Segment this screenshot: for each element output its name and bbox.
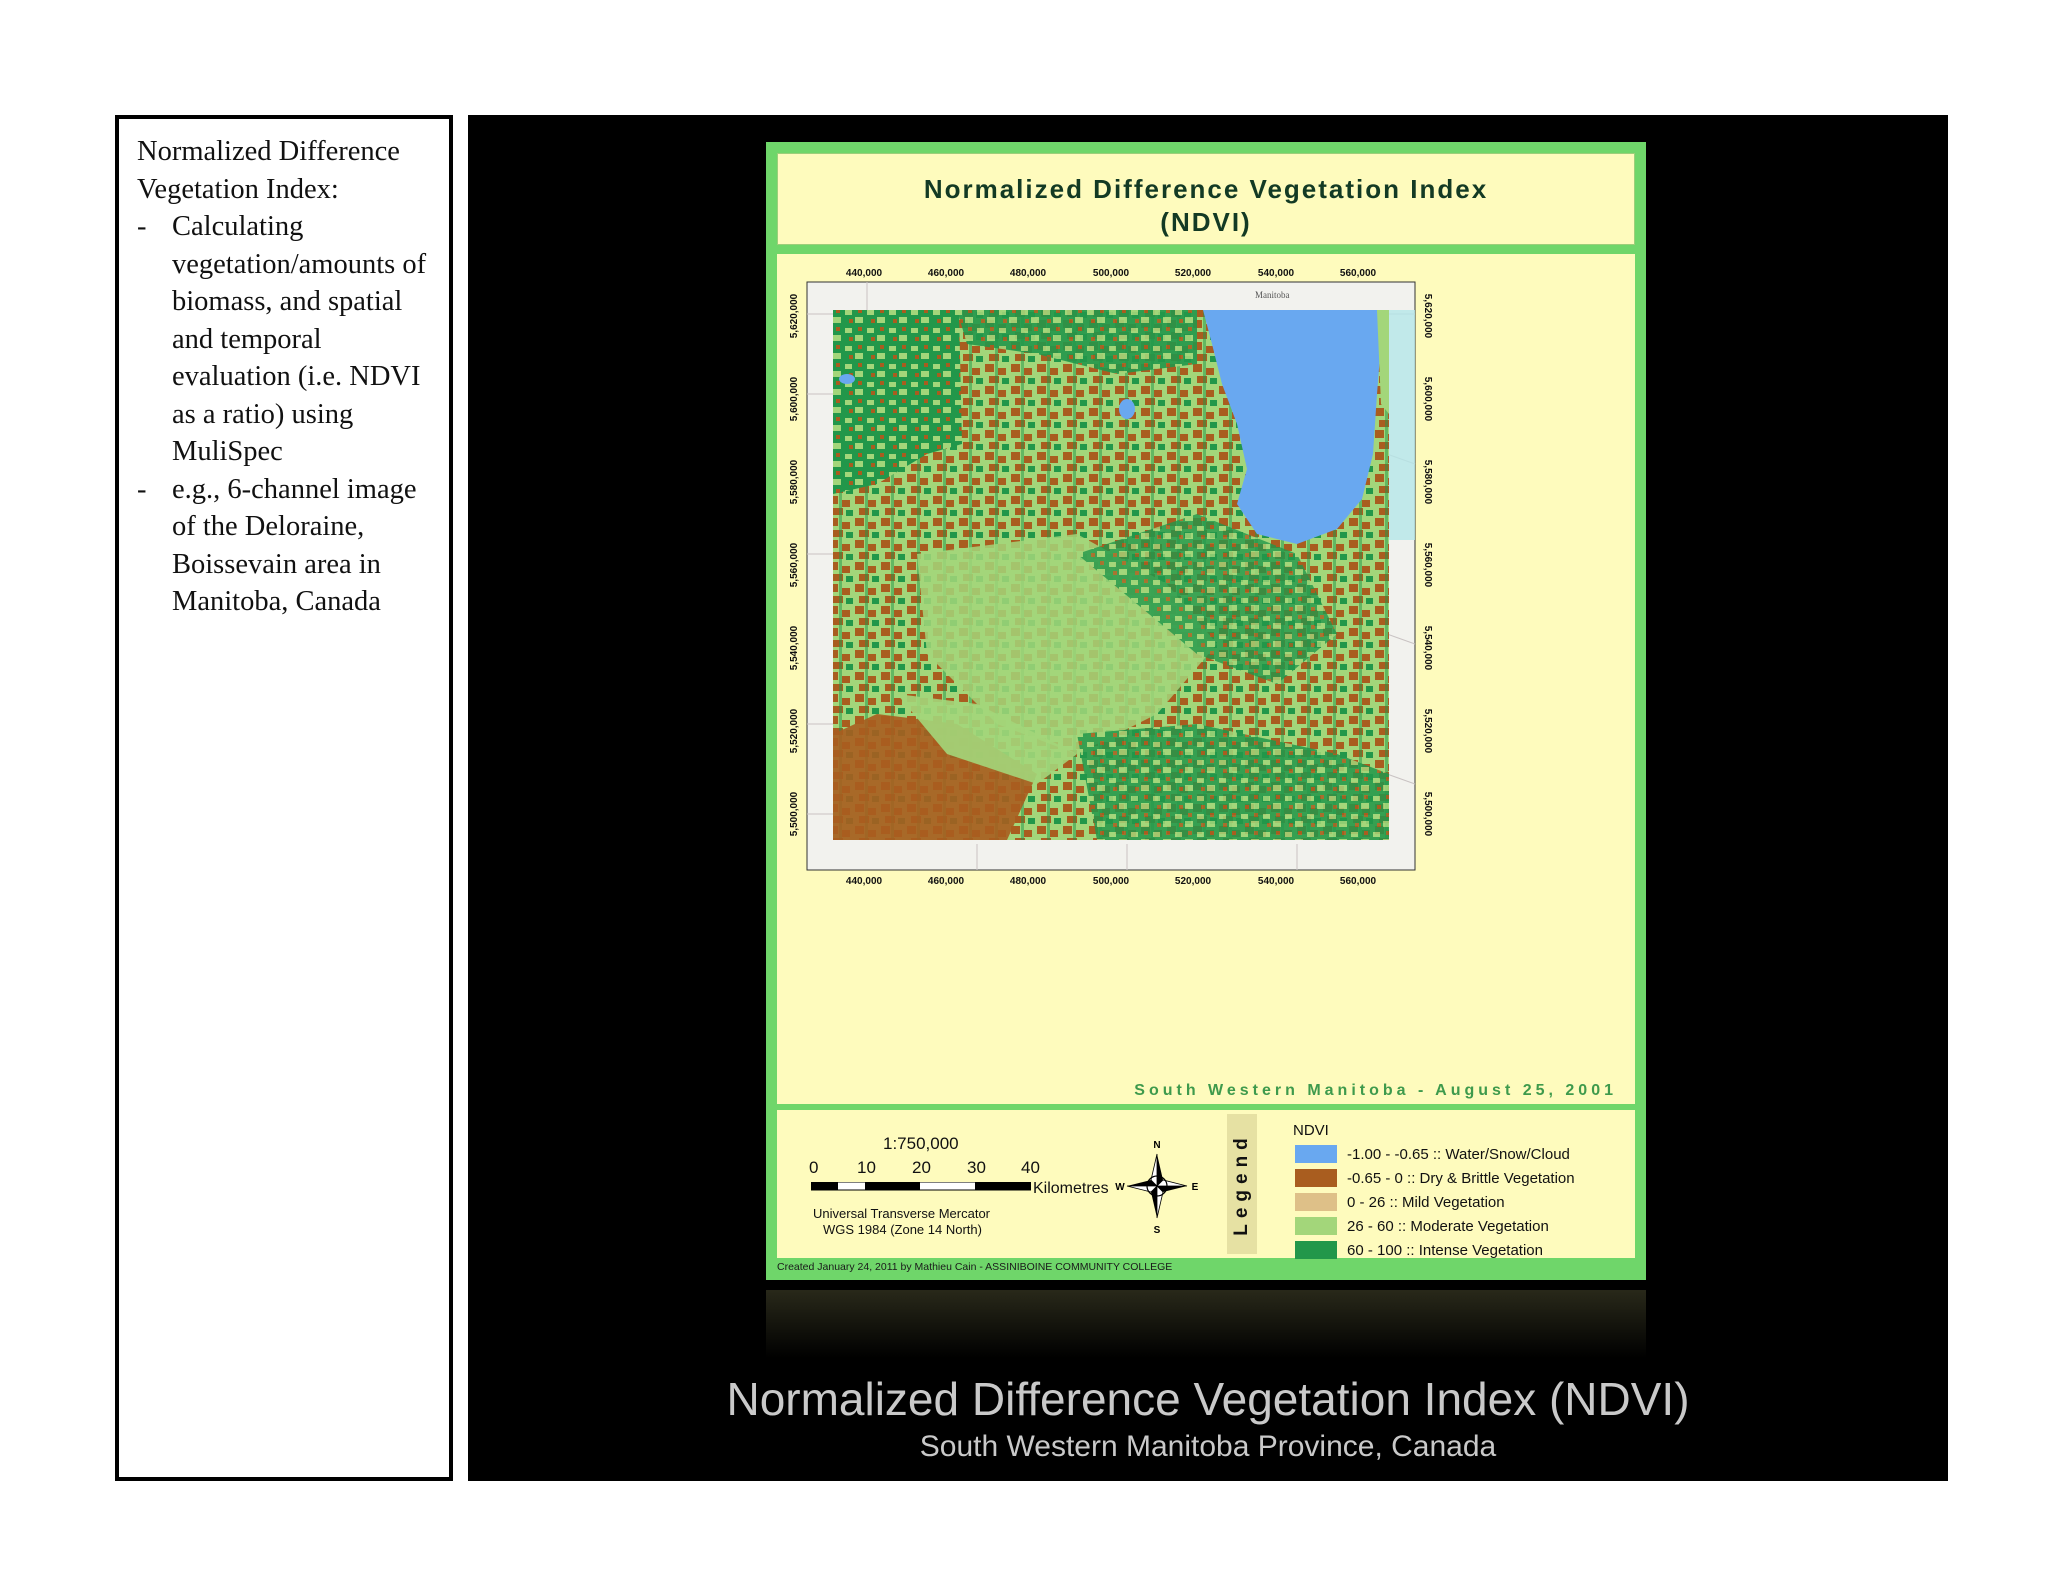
scale-fraction: 1:750,000 bbox=[883, 1134, 959, 1153]
scale-tick: 0 bbox=[809, 1158, 819, 1177]
x-tick-top: 480,000 bbox=[1009, 268, 1047, 279]
map-frame bbox=[777, 254, 1635, 1104]
legend-item bbox=[1295, 1144, 1570, 1164]
compass-north: N bbox=[1153, 1140, 1161, 1151]
legend-title-strip bbox=[1227, 1114, 1257, 1254]
x-tick-top: 460,000 bbox=[927, 268, 965, 279]
scale-unit: Kilometres bbox=[1033, 1180, 1109, 1197]
y-tick-right: 5,500,000 bbox=[1422, 791, 1433, 837]
legend-item bbox=[1295, 1168, 1575, 1188]
legend-swatch bbox=[1295, 1217, 1337, 1235]
scale-tick: 10 bbox=[857, 1158, 876, 1177]
y-tick-right: 5,520,000 bbox=[1422, 708, 1433, 754]
legend-item bbox=[1295, 1192, 1505, 1212]
y-tick-left: 5,500,000 bbox=[789, 791, 800, 837]
legend-label: -1.00 - -0.65 :: Water/Snow/Cloud bbox=[1347, 1145, 1570, 1163]
map-title-box bbox=[777, 153, 1635, 245]
y-tick-right: 5,600,000 bbox=[1422, 376, 1433, 422]
caption-title: Normalized Difference Vegetation Index (NDVI) bbox=[726, 1373, 1690, 1425]
credit-line: Created January 24, 2011 by Mathieu Cain - ASSINIBOINE COMMUNITY COLLEGE bbox=[777, 1261, 1173, 1273]
legend-heading: NDVI bbox=[1293, 1122, 1329, 1139]
y-tick-left: 5,580,000 bbox=[789, 459, 800, 505]
legend-swatch bbox=[1295, 1145, 1337, 1163]
scale-tick: 20 bbox=[912, 1158, 931, 1177]
bullet-list bbox=[137, 208, 433, 621]
compass-south: S bbox=[1153, 1225, 1161, 1234]
y-tick-left: 5,620,000 bbox=[789, 293, 800, 339]
legend-label: 60 - 100 :: Intense Vegetation bbox=[1347, 1241, 1543, 1259]
x-tick-top: 500,000 bbox=[1092, 268, 1130, 279]
legend-swatch bbox=[1295, 1241, 1337, 1259]
x-tick-bottom: 560,000 bbox=[1339, 876, 1377, 887]
y-tick-right: 5,620,000 bbox=[1422, 293, 1433, 339]
y-tick-right: 5,580,000 bbox=[1422, 459, 1433, 505]
legend-item bbox=[1295, 1216, 1549, 1236]
map-subtitle: South Western Manitoba - August 25, 2001 bbox=[1134, 1082, 1617, 1099]
slide-text-box bbox=[115, 115, 453, 1481]
x-tick-bottom: 460,000 bbox=[927, 876, 965, 887]
legend-label: -0.65 - 0 :: Dry & Brittle Vegetation bbox=[1347, 1169, 1575, 1187]
scale-panel bbox=[777, 1110, 1229, 1258]
bullet-item: - e.g., 6-channel image of the Deloraine, Boissevain area in Manitoba, Canada bbox=[137, 471, 433, 621]
x-tick-bottom: 540,000 bbox=[1257, 876, 1295, 887]
compass-rose-icon bbox=[1115, 1138, 1199, 1234]
y-tick-left: 5,540,000 bbox=[789, 625, 800, 671]
legend-swatch bbox=[1295, 1193, 1337, 1211]
x-tick-top: 560,000 bbox=[1339, 268, 1377, 279]
caption-subtitle: South Western Manitoba Province, Canada bbox=[919, 1430, 1497, 1463]
legend-label: 0 - 26 :: Mild Vegetation bbox=[1347, 1193, 1505, 1211]
compass-east: E bbox=[1191, 1182, 1199, 1193]
datum-line: WGS 1984 (Zone 14 North) bbox=[823, 1222, 982, 1237]
poster-reflection bbox=[766, 1290, 1646, 1358]
projection-line: Universal Transverse Mercator bbox=[813, 1206, 990, 1221]
y-tick-right: 5,540,000 bbox=[1422, 625, 1433, 671]
legend-swatch bbox=[1295, 1169, 1337, 1187]
x-tick-top: 440,000 bbox=[845, 268, 883, 279]
x-tick-top: 520,000 bbox=[1174, 268, 1212, 279]
bullet-item: - Calculating vegetation/amounts of biomass, and spatial and temporal evaluation (i.e. NDVI as a ratio) using MuliSpec bbox=[137, 208, 433, 471]
y-tick-left: 5,600,000 bbox=[789, 376, 800, 422]
y-tick-left: 5,520,000 bbox=[789, 708, 800, 754]
legend-panel bbox=[1225, 1110, 1635, 1258]
ndvi-map-svg bbox=[777, 254, 1635, 1104]
x-tick-bottom: 520,000 bbox=[1174, 876, 1212, 887]
map-title: Normalized Difference Vegetation Index bbox=[923, 174, 1489, 204]
x-tick-bottom: 500,000 bbox=[1092, 876, 1130, 887]
slide-heading: Normalized Difference Vegetation Index: bbox=[137, 136, 400, 205]
scale-bar bbox=[811, 1182, 1031, 1192]
map-title-abbrev: (NDVI) bbox=[1160, 207, 1252, 237]
legend-label: 26 - 60 :: Moderate Vegetation bbox=[1347, 1217, 1549, 1235]
x-tick-bottom: 440,000 bbox=[845, 876, 883, 887]
region-label: Manitoba bbox=[1255, 290, 1290, 300]
x-tick-bottom: 480,000 bbox=[1009, 876, 1047, 887]
y-tick-left: 5,560,000 bbox=[789, 542, 800, 588]
scale-tick: 30 bbox=[967, 1158, 986, 1177]
compass-west: W bbox=[1115, 1182, 1125, 1193]
y-tick-right: 5,560,000 bbox=[1422, 542, 1433, 588]
scale-tick: 40 bbox=[1021, 1158, 1040, 1177]
legend-item bbox=[1295, 1240, 1543, 1260]
x-tick-top: 540,000 bbox=[1257, 268, 1295, 279]
ndvi-map-poster bbox=[766, 142, 1646, 1280]
legend-title: Legend bbox=[1231, 1132, 1252, 1236]
